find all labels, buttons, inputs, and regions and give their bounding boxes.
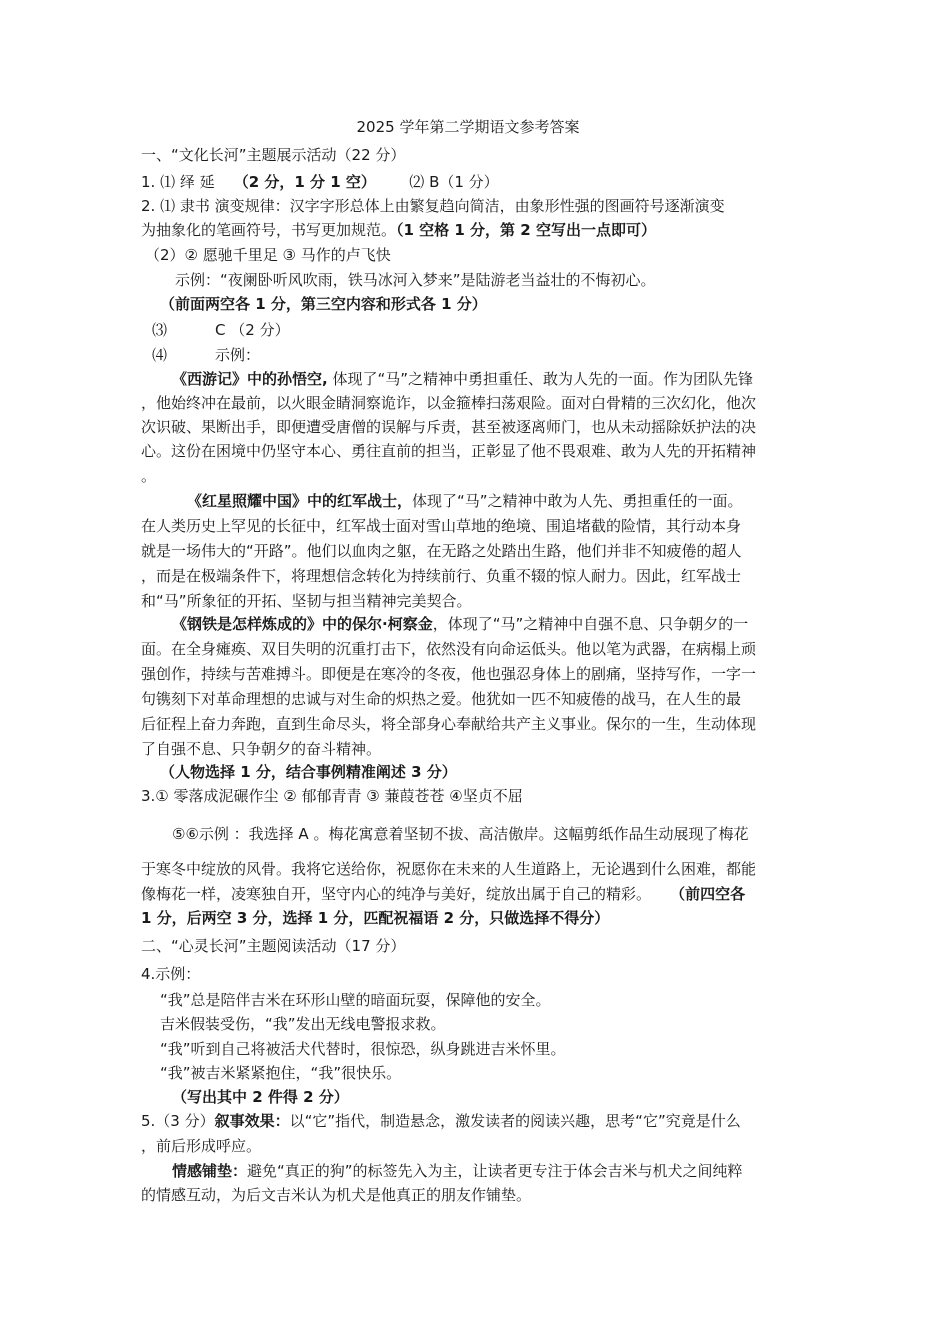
q2-sub-3 — [152, 320, 290, 340]
para-2-line-4: ，而是在极端条件下，将理想信念转化为持续前行、负重不辍的惊人耐力。因此，红军战士 — [141, 567, 742, 585]
para-3-subject: 《钢铁是怎样炼成的》中的保尔·柯察金 — [172, 615, 433, 633]
q5-text-2: 避免“真正的狗”的标签先入为主，让读者更专注于体会吉米与机犬之间纯粹 — [247, 1162, 743, 1180]
para-3-text: ，体现了“马”之精神中自强不息、只争朝夕的一 — [432, 615, 749, 633]
q2-line-2 — [141, 220, 656, 240]
q2-sub-4-label: 示例： — [215, 346, 261, 364]
q3-line-4 — [141, 884, 745, 904]
q3-score: （前四空各 — [670, 885, 746, 903]
para-3-line-1 — [172, 614, 748, 634]
q5-line-1 — [141, 1111, 741, 1131]
para-2-line-2: 在人类历史上罕见的长征中，红军战士面对雪山草地的绝境、围追堵截的险情，其行动本身 — [141, 517, 742, 535]
q2-sub-4-num: ⑷ — [152, 346, 168, 364]
q2-text: 为抽象化的笔画符号，书写更加规范。 — [141, 221, 397, 239]
para-2-line-3: 就是一场伟大的“开路”。他们以血肉之躯，在无路之处踏出生路，他们并非不知疲倦的超人 — [141, 542, 742, 560]
para-2-text: 体现了“马”之精神中敢为人先、勇担重任的一面。 — [412, 492, 743, 510]
q3-text: 像梅花一样，凌寒独自开，坚守内心的纯净与美好，绽放出属于自己的精彩。 — [141, 885, 652, 903]
q2-sub-3-num: ⑶ — [152, 321, 168, 339]
q3-line-2: ⑤⑥示例 ：我选择 A 。梅花寓意着坚韧不拔、高洁傲岸。这幅剪纸作品生动展现了梅花 — [172, 825, 749, 843]
q2-score-2: （前面两空各 1 分，第三空内容和形式各 1 分） — [160, 295, 487, 313]
q4-line-2: “我”总是陪伴吉米在环形山壁的暗面玩耍，保障他的安全。 — [160, 991, 551, 1009]
para-3-line-5: 后征程上奋力奔跑，直到生命尽头，将全部身心奉献给共产主义事业。保尔的一生，生动体现 — [141, 715, 757, 733]
q4-line-5: “我”被吉米紧紧抱住，“我”很快乐。 — [160, 1064, 402, 1082]
section-2-heading: 二、“心灵长河”主题阅读活动（17 分） — [141, 937, 406, 955]
q3-line-3: 于寒冬中绽放的风骨。我将它送给你，祝愿你在未来的人生道路上，无论遇到什么困难，都能 — [141, 860, 757, 878]
q2-sub-3-answer: C （2 分） — [215, 321, 290, 339]
q4-line-3: 吉米假装受伤，“我”发出无线电警报求救。 — [160, 1015, 446, 1033]
q5-line-3 — [172, 1161, 743, 1181]
q5-label-1: 叙事效果： — [214, 1112, 290, 1130]
para-3-line-4: 句镌刻下对革命理想的忠诚与对生命的炽热之爱。他犹如一匹不知疲倦的战马，在人生的最 — [141, 690, 742, 708]
para-2-line-1 — [187, 491, 743, 511]
para-3-score: （人物选择 1 分，结合事例精准阐述 3 分） — [160, 763, 457, 781]
q5-num: 5.（3 分） — [141, 1112, 215, 1130]
q1-score: （2 分，1 分 1 空） — [233, 173, 376, 191]
para-1-line-3: 次识破、果断出手，即便遭受唐僧的误解与斥责，甚至被逐离师门，也从未动摇除妖护法的决 — [141, 418, 757, 436]
q5-label-2: 情感铺垫： — [172, 1162, 248, 1180]
para-1-line-1 — [172, 369, 753, 389]
q4-line-1: 4.示例： — [141, 965, 201, 983]
para-3-line-6: 了自强不息、只争朝夕的奋斗精神。 — [141, 740, 382, 758]
para-1-text: 体现了“马”之精神中勇担重任、敢为人先的一面。作为团队先锋 — [327, 370, 754, 388]
para-3-line-2: 面。在全身瘫痪、双目失明的沉重打击下，依然没有向命运低头。他以笔为武器，在病榻上顽 — [141, 640, 757, 658]
q5-line-2: ，前后形成呼应。 — [141, 1137, 262, 1155]
q4-line-4: “我”听到自己将被活犬代替时，很惊恐，纵身跳进吉米怀里。 — [160, 1040, 566, 1058]
q2-sub-2: （2）② 愿驰千里足 ③ 马作的卢飞快 — [145, 246, 391, 264]
q2-example: 示例：“夜阑卧听风吹雨，铁马冰河入梦来”是陆游老当益壮的不悔初心。 — [175, 271, 656, 289]
q1-answer: 1. ⑴ 绎 延 — [141, 173, 215, 191]
q3-line-1: 3.① 零落成泥碾作尘 ② 郁郁青青 ③ 蒹葭苍苍 ④坚贞不屈 — [141, 787, 523, 805]
q2-score: （1 空格 1 分，第 2 空写出一点即可） — [396, 221, 656, 239]
document-title: 2025 学年第二学期语文参考答案 — [356, 118, 580, 136]
q1-answer-2: ⑵ B（1 分） — [409, 173, 499, 191]
q5-line-4: 的情感互动，为后文吉米认为机犬是他真正的朋友作铺垫。 — [141, 1186, 532, 1204]
q1-line — [141, 172, 499, 192]
q2-line-1: 2. ⑴ 隶书 演变规律：汉字字形总体上由繁复趋向简洁，由象形性强的图画符号逐渐演变 — [141, 197, 725, 215]
para-1-line-4: 心。这份在困境中仍坚守本心、勇往直前的担当，正彰显了他不畏艰难、敢为人先的开拓精神 — [141, 442, 757, 460]
section-1-heading: 一、“文化长河”主题展示活动（22 分） — [141, 146, 406, 164]
para-2-subject: 《红星照耀中国》中的红军战士， — [187, 492, 413, 510]
para-1-line-2: ，他始终冲在最前，以火眼金睛洞察诡诈，以金箍棒扫荡艰险。面对白骨精的三次幻化，他次 — [141, 394, 757, 412]
para-3-line-3: 强创作，持续与苦难搏斗。即便是在寒冷的冬夜，他也强忍身体上的剧痛，坚持写作，一字一 — [141, 665, 757, 683]
para-1-line-5: 。 — [141, 467, 157, 485]
q3-score-2: 1 分，后两空 3 分，选择 1 分，匹配祝福语 2 分，只做选择不得分） — [141, 909, 610, 927]
para-1-subject: 《西游记》中的孙悟空, — [172, 370, 328, 388]
q5-text-1: 以“它”指代，制造悬念，激发读者的阅读兴趣，思考“它”究竟是什么 — [289, 1112, 741, 1130]
para-2-line-5: 和“马”所象征的开拓、坚韧与担当精神完美契合。 — [141, 592, 472, 610]
q2-sub-4 — [152, 345, 260, 365]
q4-score: （写出其中 2 件得 2 分） — [172, 1088, 349, 1106]
